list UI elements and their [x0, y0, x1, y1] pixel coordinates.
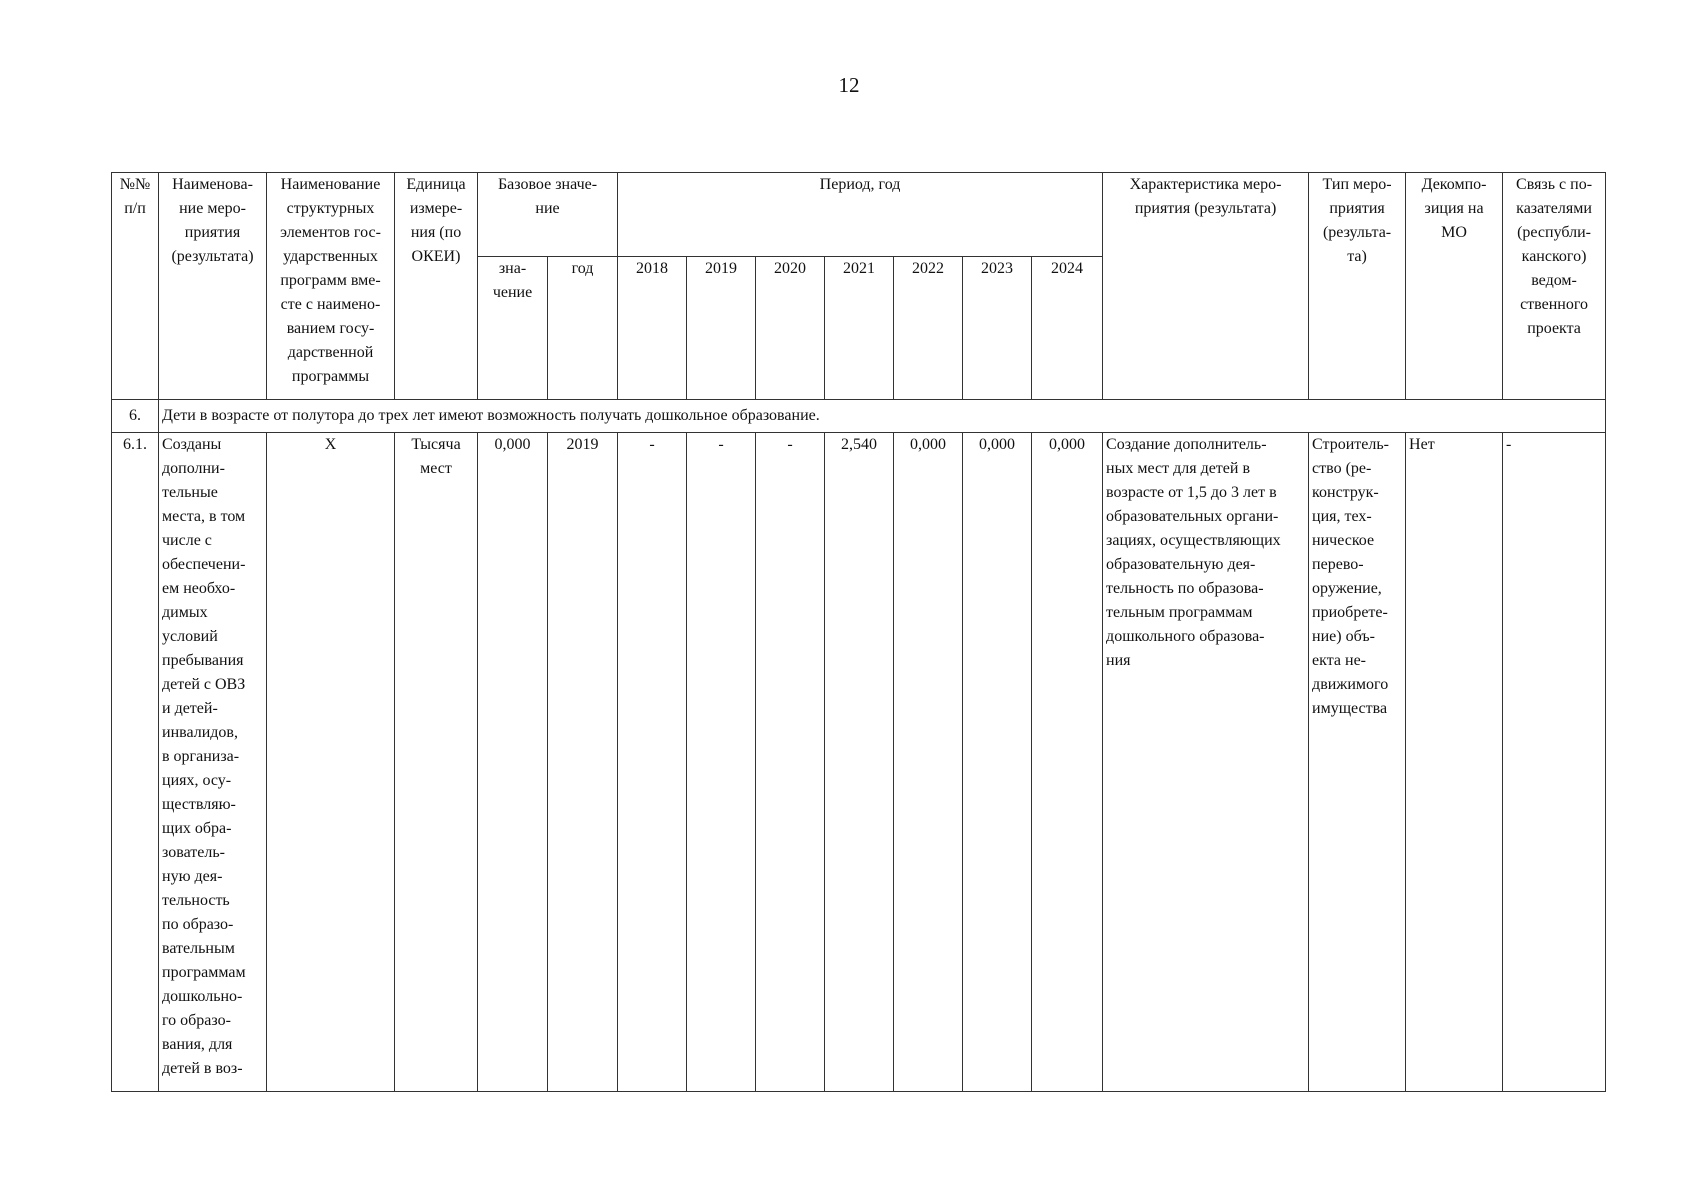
header-year-2021: 2021 [825, 257, 894, 400]
row-value-2020: - [756, 433, 825, 1092]
row-value-2019: - [687, 433, 756, 1092]
row-base-year: 2019 [548, 433, 618, 1092]
header-base-value: зна- чение [478, 257, 548, 400]
row-link: - [1503, 433, 1606, 1092]
row-struct: Х [267, 433, 395, 1092]
header-year-2024: 2024 [1032, 257, 1103, 400]
header-base: Базовое значе- ние [478, 173, 618, 257]
header-struct: Наименование структурных элементов гос- ударственных программ вме- сте с наимено- ванием госу- дарственной программы [267, 173, 395, 400]
header-unit: Единица измере- ния (по ОКЕИ) [395, 173, 478, 400]
row-name-cell [159, 433, 267, 1092]
header-year-2022: 2022 [894, 257, 963, 400]
row-value-2018: - [618, 433, 687, 1092]
page-number: 12 [838, 73, 860, 97]
header-row-1 [112, 173, 1606, 257]
row-num: 6.1. [112, 433, 159, 1092]
header-year-2023: 2023 [963, 257, 1032, 400]
measures-table [111, 172, 1606, 1092]
row-base-value: 0,000 [478, 433, 548, 1092]
row-value-2021: 2,540 [825, 433, 894, 1092]
header-num: №№ п/п [112, 173, 159, 400]
header-year-2020: 2020 [756, 257, 825, 400]
section-num: 6. [112, 400, 159, 433]
row-type: Строитель- ство (ре- конструк- ция, тех- ническое перево- оружение, приобрете- ние) объ- екта не- движимого имущества [1309, 433, 1406, 1092]
row-value-2023: 0,000 [963, 433, 1032, 1092]
row-characteristic: Создание дополнитель- ных мест для детей в возрасте от 1,5 до 3 лет в образовательных органи- зациях, осуществляющих образовательную дея- тельность по образова- тельным программам дошкольного образова- ния [1103, 433, 1309, 1092]
table-row [112, 433, 1606, 1092]
header-year-2019: 2019 [687, 257, 756, 400]
header-base-year: год [548, 257, 618, 400]
row-decomp: Нет [1406, 433, 1503, 1092]
header-type: Тип меро- приятия (результа- та) [1309, 173, 1406, 400]
header-characteristic: Характеристика меро- приятия (результата) [1103, 173, 1309, 400]
row-value-2022: 0,000 [894, 433, 963, 1092]
row-unit: Тысяча мест [395, 433, 478, 1092]
header-period: Период, год [618, 173, 1103, 257]
header-year-2018: 2018 [618, 257, 687, 400]
row-value-2024: 0,000 [1032, 433, 1103, 1092]
header-name: Наименова- ние меро- приятия (результата) [159, 173, 267, 400]
section-row [112, 400, 1606, 433]
row-name: Созданы дополни- тельные места, в том числе с обеспечени- ем необхо- димых условий пребывания детей с ОВЗ и детей- инвалидов, в организа- циях, осу- ществляю- щих обра- зователь- ную дея- тельность по образо- вательным программам дошкольно- го образо- вания, для детей в воз- [162, 436, 246, 1077]
header-decomp: Декомпо- зиция на МО [1406, 173, 1503, 400]
header-link: Связь с по- казателями (республи- канского) ведом- ственного проекта [1503, 173, 1606, 400]
section-title: Дети в возрасте от полутора до трех лет имеют возможность получать дошкольное образование. [159, 400, 1606, 433]
